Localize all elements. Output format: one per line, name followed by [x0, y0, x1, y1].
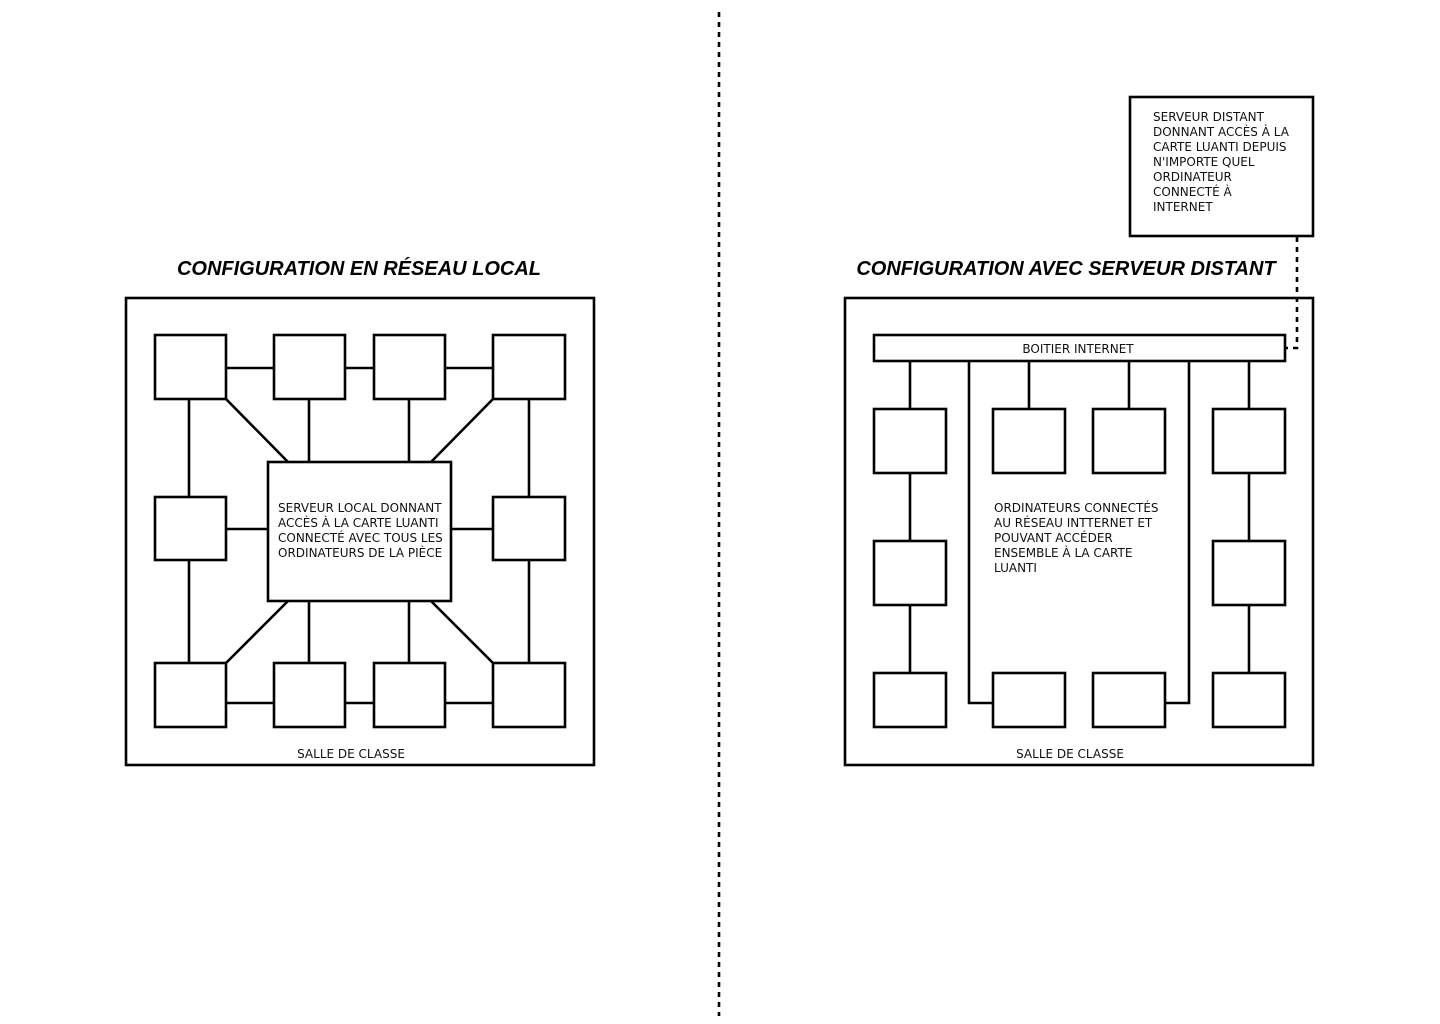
remote-server-label: SERVEUR DISTANT DONNANT ACCÈS À LA CARTE LUANTI DEPUIS N'IMPORTE QUEL ORDINATEUR CONNECTÉ À INTERNET — [1153, 110, 1289, 214]
computer-box — [1213, 673, 1285, 727]
computer-box — [1213, 409, 1285, 473]
computer-box — [1093, 409, 1165, 473]
remote-server-title: CONFIGURATION AVEC SERVEUR DISTANT — [856, 258, 1276, 280]
computer-box — [155, 497, 226, 560]
computer-box — [1213, 541, 1285, 605]
computer-box — [874, 409, 946, 473]
computer-box — [874, 673, 946, 727]
computer-box — [155, 335, 226, 399]
local-network-title: CONFIGURATION EN RÉSEAU LOCAL — [176, 258, 542, 280]
computer-box — [374, 335, 445, 399]
internet-box-label: BOITIER INTERNET — [1022, 342, 1134, 356]
computer-box — [374, 663, 445, 727]
computer-box — [874, 541, 946, 605]
connected-computers-label: ORDINATEURS CONNECTÉS AU RÉSEAU INTTERNET ET POUVANT ACCÉDER ENSEMBLE À LA CARTE LUANTI — [994, 501, 1159, 575]
remote-server-diagram — [845, 97, 1313, 765]
local-server-label: SERVEUR LOCAL DONNANT ACCÈS À LA CARTE LUANTI CONNECTÉ AVEC TOUS LES ORDINATEURS DE LA PIÈCE — [278, 501, 443, 560]
computer-box — [1093, 673, 1165, 727]
computer-box — [493, 497, 565, 560]
computer-box — [993, 673, 1065, 727]
computer-box — [493, 663, 565, 727]
computer-box — [274, 335, 345, 399]
computer-box — [993, 409, 1065, 473]
computer-box — [493, 335, 565, 399]
computer-box — [274, 663, 345, 727]
local-network-diagram — [126, 257, 594, 765]
classroom-label: SALLE DE CLASSE — [1016, 747, 1124, 761]
classroom-label: SALLE DE CLASSE — [297, 747, 405, 761]
computer-box — [155, 663, 226, 727]
